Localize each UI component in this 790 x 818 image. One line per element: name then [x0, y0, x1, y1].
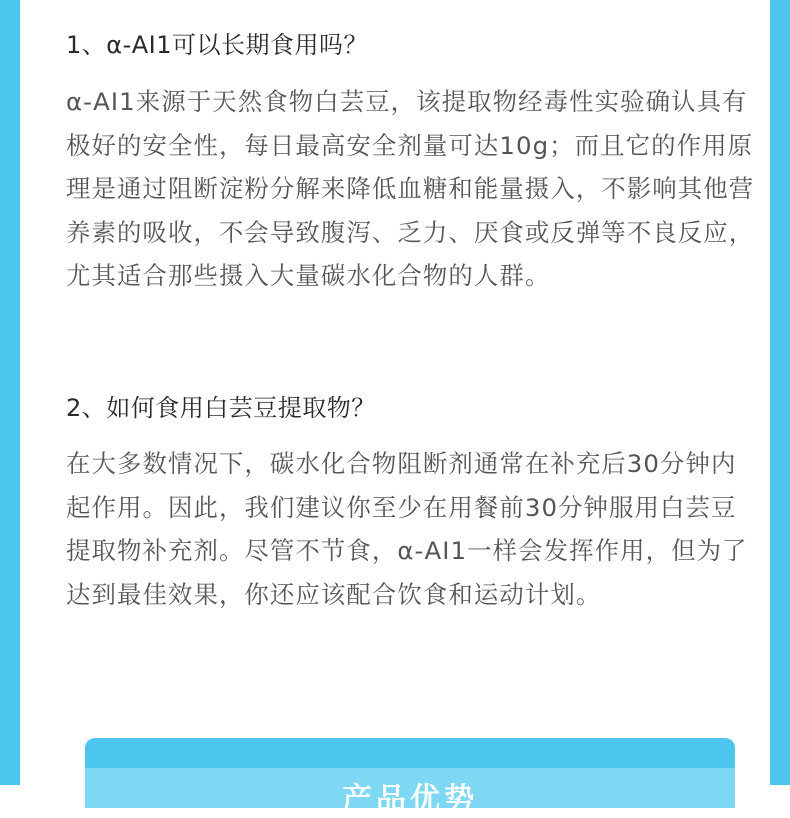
faq-question-1: 1、α-AI1可以长期食用吗？ — [66, 31, 369, 59]
left-accent-bar — [0, 0, 20, 785]
banner-title: 产品优势 — [342, 782, 478, 817]
faq-answer-1: α-AI1来源于天然食物白芸豆，该提取物经毒性实验确认具有极好的安全性，每日最高安全剂量可达10g；而且它的作用原理是通过阻断淀粉分解来降低血糖和能量摄入，不影响其他营养素的吸收，不会导致腹泻、乏力、厌食或反弹等不良反应，尤其适合那些摄入大量碳水化合物的人群。 — [66, 87, 755, 290]
right-accent-bar — [770, 0, 790, 785]
faq-question-2: 2、如何食用白芸豆提取物？ — [66, 394, 376, 422]
faq-answer-2: 在大多数情况下，碳水化合物阻断剂通常在补充后30分钟内起作用。因此，我们建议你至少在用餐前30分钟服用白芸豆提取物补充剂。尽管不节食，α-AI1一样会发挥作用，但为了达到最佳效果，你还应该配合饮食和运动计划。 — [66, 449, 748, 609]
product-advantages-banner — [85, 738, 735, 817]
